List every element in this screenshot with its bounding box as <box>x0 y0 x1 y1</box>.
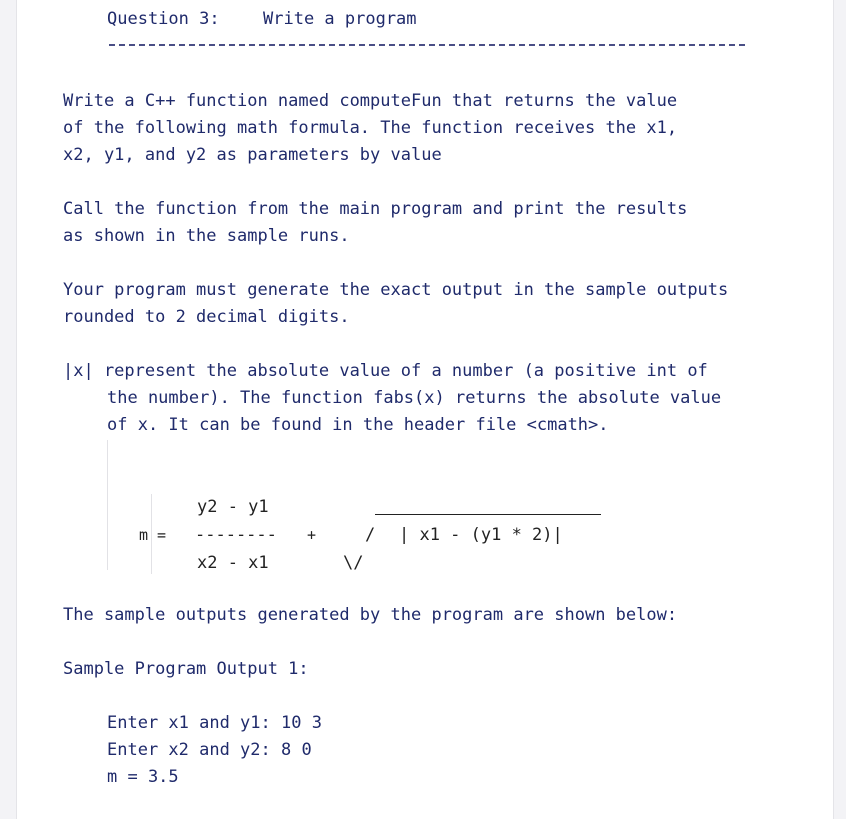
formula-fraction-bar: -------- <box>195 525 277 545</box>
sqrt-expression: | x1 - (y1 * 2)| <box>399 525 563 545</box>
formula-lhs: m = <box>139 526 167 544</box>
sqrt-slash: / <box>365 525 376 545</box>
formula-numerator: y2 - y1 <box>197 497 269 517</box>
sqrt-hook: \/ <box>343 553 364 573</box>
sample-intro: The sample outputs generated by the program are shown below: <box>63 605 678 625</box>
code-guide-bar <box>107 440 108 570</box>
para2-line1: Call the function from the main program and print the results <box>63 199 688 219</box>
sqrt-overline <box>375 514 601 515</box>
sample-output-line2: Enter x2 and y2: 8 0 <box>107 740 312 760</box>
sample-output-line1: Enter x1 and y1: 10 3 <box>107 713 322 733</box>
formula-denominator: x2 - x1 <box>197 553 269 573</box>
para1-line3: x2, y1, and y2 as parameters by value <box>63 145 442 165</box>
para4-line3: of x. It can be found in the header file <cmath>. <box>107 415 609 435</box>
para3-line1: Your program must generate the exact output in the sample outputs <box>63 280 729 300</box>
para4-line2: the number). The function fabs(x) returns the absolute value <box>107 388 722 408</box>
para3-line2: rounded to 2 decimal digits. <box>63 307 350 327</box>
formula-plus: + <box>307 526 317 544</box>
sample-output-line3: m = 3.5 <box>107 767 179 787</box>
para1-line2: of the following math formula. The function receives the x1, <box>63 118 678 138</box>
para2-line2: as shown in the sample runs. <box>63 226 350 246</box>
question-number: Question 3: <box>107 9 220 29</box>
para4-line1: |x| represent the absolute value of a number (a positive int of <box>63 361 708 381</box>
dashed-divider <box>109 44 745 46</box>
document-page <box>16 0 834 819</box>
question-title: Write a program <box>263 9 417 29</box>
sample-heading: Sample Program Output 1: <box>63 659 309 679</box>
para1-line1: Write a C++ function named computeFun that returns the value <box>63 91 678 111</box>
